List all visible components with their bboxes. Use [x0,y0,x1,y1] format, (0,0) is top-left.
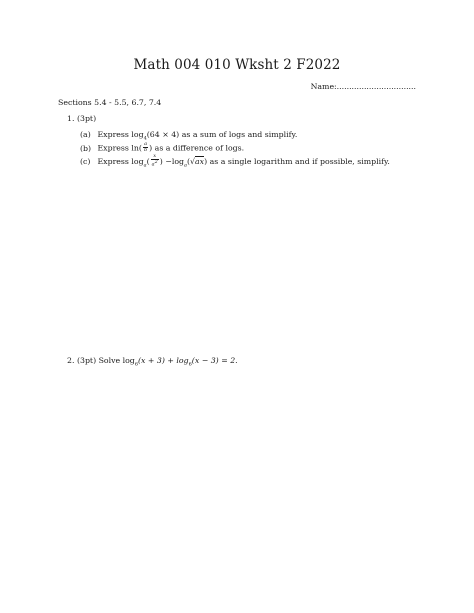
problem-1a-text-after: as a sum of logs and simplify. [179,130,298,139]
problem-1c-base-1: a [143,162,147,169]
problem-1c-text-after: as a single logarithm and if possible, simplify. [207,156,390,166]
problem-1a-base: 4 [143,135,147,142]
problem-2-base-2: 6 [188,361,192,368]
problem-1a-text-before: Express log [97,130,144,139]
problem-1b-numerator: a [144,141,148,147]
problem-1c-text-before: Express log [97,156,144,166]
problem-1b-text-before: Express ln( [97,143,142,153]
problem-1-points: (3pt) [76,114,97,123]
problem-1c-denominator-base: a [151,161,155,168]
problem-2-number: 2. [67,356,75,365]
name-field: Name:................................ [310,82,416,91]
problem-1-number: 1. [67,114,75,123]
problem-1c-fraction [151,154,159,168]
problem-1a-label: (a) [80,130,91,139]
problem-1b-fraction [143,142,148,153]
problem-1a-argument: (64 × 4) [146,130,180,139]
problem-2-base-1: 6 [134,361,138,368]
problem-1b [80,143,244,154]
problem-1b-label: (b) [80,143,92,153]
problem-1c-denominator-exponent: 2 [154,159,158,165]
problem-1c-base-2: a [184,162,188,169]
problem-1b-denominator: b [143,147,148,153]
problem-2-arg-2: (x − 3) = 2. [191,356,238,365]
problem-1a [80,130,297,142]
problem-2-text-before: Solve log [98,356,135,365]
problem-2-points: (3pt) [76,356,97,365]
problem-1c-label: (c) [80,156,91,166]
page-title: Math 004 010 Wksht 2 F2022 [133,57,341,73]
problem-1-heading [67,114,96,123]
sections-line: Sections 5.4 - 5.5, 6.7, 7.4 [58,98,162,107]
problem-1c-denominator [151,160,159,168]
problem-2 [67,356,238,368]
problem-1c-sqrt-argument: ax [195,156,205,166]
problem-1c: (c) Express $\log_a$( $\frac{x}{a^2}$ ) $-\log_a(√ax)$ as a single logarithm and if possible, simplify. [80,153,390,169]
problem-1c-minus: −log [162,156,185,166]
problem-2-arg-1: (x + 3) + log [138,356,189,365]
problem-1b-text-after: ) as a difference of logs. [149,143,245,153]
problem-1c-numerator: x [151,154,159,160]
